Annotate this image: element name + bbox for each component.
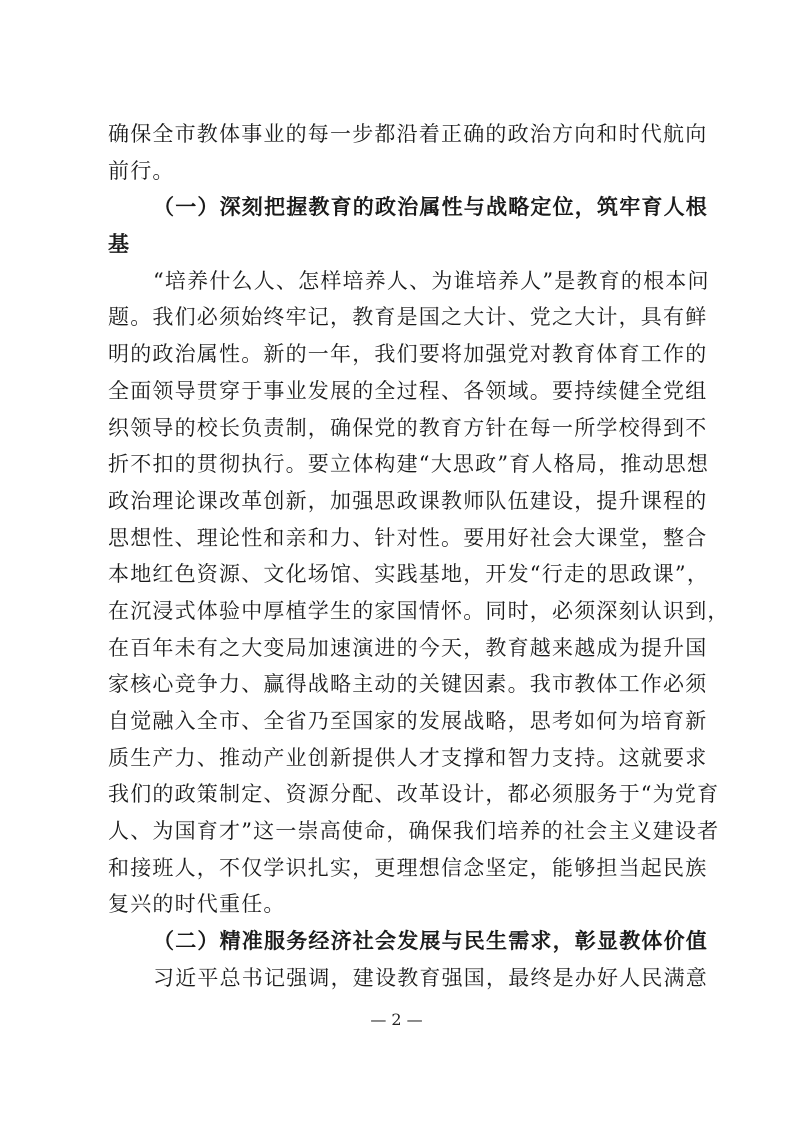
text-line: 题。我们必须始终牢记，教育是国之大计、党之大计，具有鲜 (108, 305, 708, 330)
text-line: 全面领导贯穿于事业发展的全过程、各领域。要持续健全党组 (108, 378, 708, 403)
text-line: 折不扣的贯彻执行。要立体构建“大思政”育人格局，推动思想 (108, 452, 710, 477)
text-line: 在百年未有之大变局加速演进的今天，教育越来越成为提升国 (108, 635, 708, 660)
text-line: 明的政治属性。新的一年，我们要将加强党对教育体育工作的 (108, 342, 708, 367)
section-heading-1: （一）深刻把握教育的政治属性与战略定位，筑牢育人根 (153, 195, 708, 220)
text-line: 确保全市教体事业的每一步都沿着正确的政治方向和时代航向 (108, 122, 708, 146)
text-line: 自觉融入全市、全省乃至国家的发展战略，思考如何为培育新 (108, 709, 708, 733)
text-line: 在沉浸式体验中厚植学生的家国情怀。同时，必须深刻认识到， (108, 598, 730, 623)
text-line: 本地红色资源、文化场馆、实践基地，开发“行走的思政课”， (108, 562, 710, 587)
text-line: 家核心竞争力、赢得战略主动的关键因素。我市教体工作必须 (108, 672, 708, 697)
text-line: 质生产力、推动产业创新提供人才支撑和智力支持。这就要求 (108, 745, 708, 770)
text-line: 前行。 (108, 158, 175, 183)
body-text (108, 116, 730, 997)
text-line: 习近平总书记强调，建设教育强国，最终是办好人民满意 (153, 965, 708, 990)
section-heading-1-cont: 基 (108, 232, 131, 257)
page-number: — 2 — (370, 1010, 423, 1029)
text-line: 思想性、理论性和亲和力、针对性。要用好社会大课堂，整合 (108, 525, 708, 550)
text-line: 和接班人，不仅学识扎实，更理想信念坚定，能够担当起民族 (108, 855, 708, 880)
text-line: 复兴的时代重任。 (108, 892, 286, 917)
text-line: 织领导的校长负责制，确保党的教育方针在每一所学校得到不 (108, 415, 708, 440)
text-line: 人、为国育才”这一崇高使命，确保我们培养的社会主义建设者 (108, 819, 720, 844)
text-line: 我们的政策制定、资源分配、改革设计，都必须服务于“为党育 (108, 782, 720, 807)
section-heading-2: （二）精准服务经济社会发展与民生需求，彰显教体价值 (153, 929, 708, 954)
text-line: “培养什么人、怎样培养人、为谁培养人”是教育的根本问 (153, 268, 710, 293)
text-line: 政治理论课改革创新，加强思政课教师队伍建设，提升课程的 (108, 488, 708, 513)
